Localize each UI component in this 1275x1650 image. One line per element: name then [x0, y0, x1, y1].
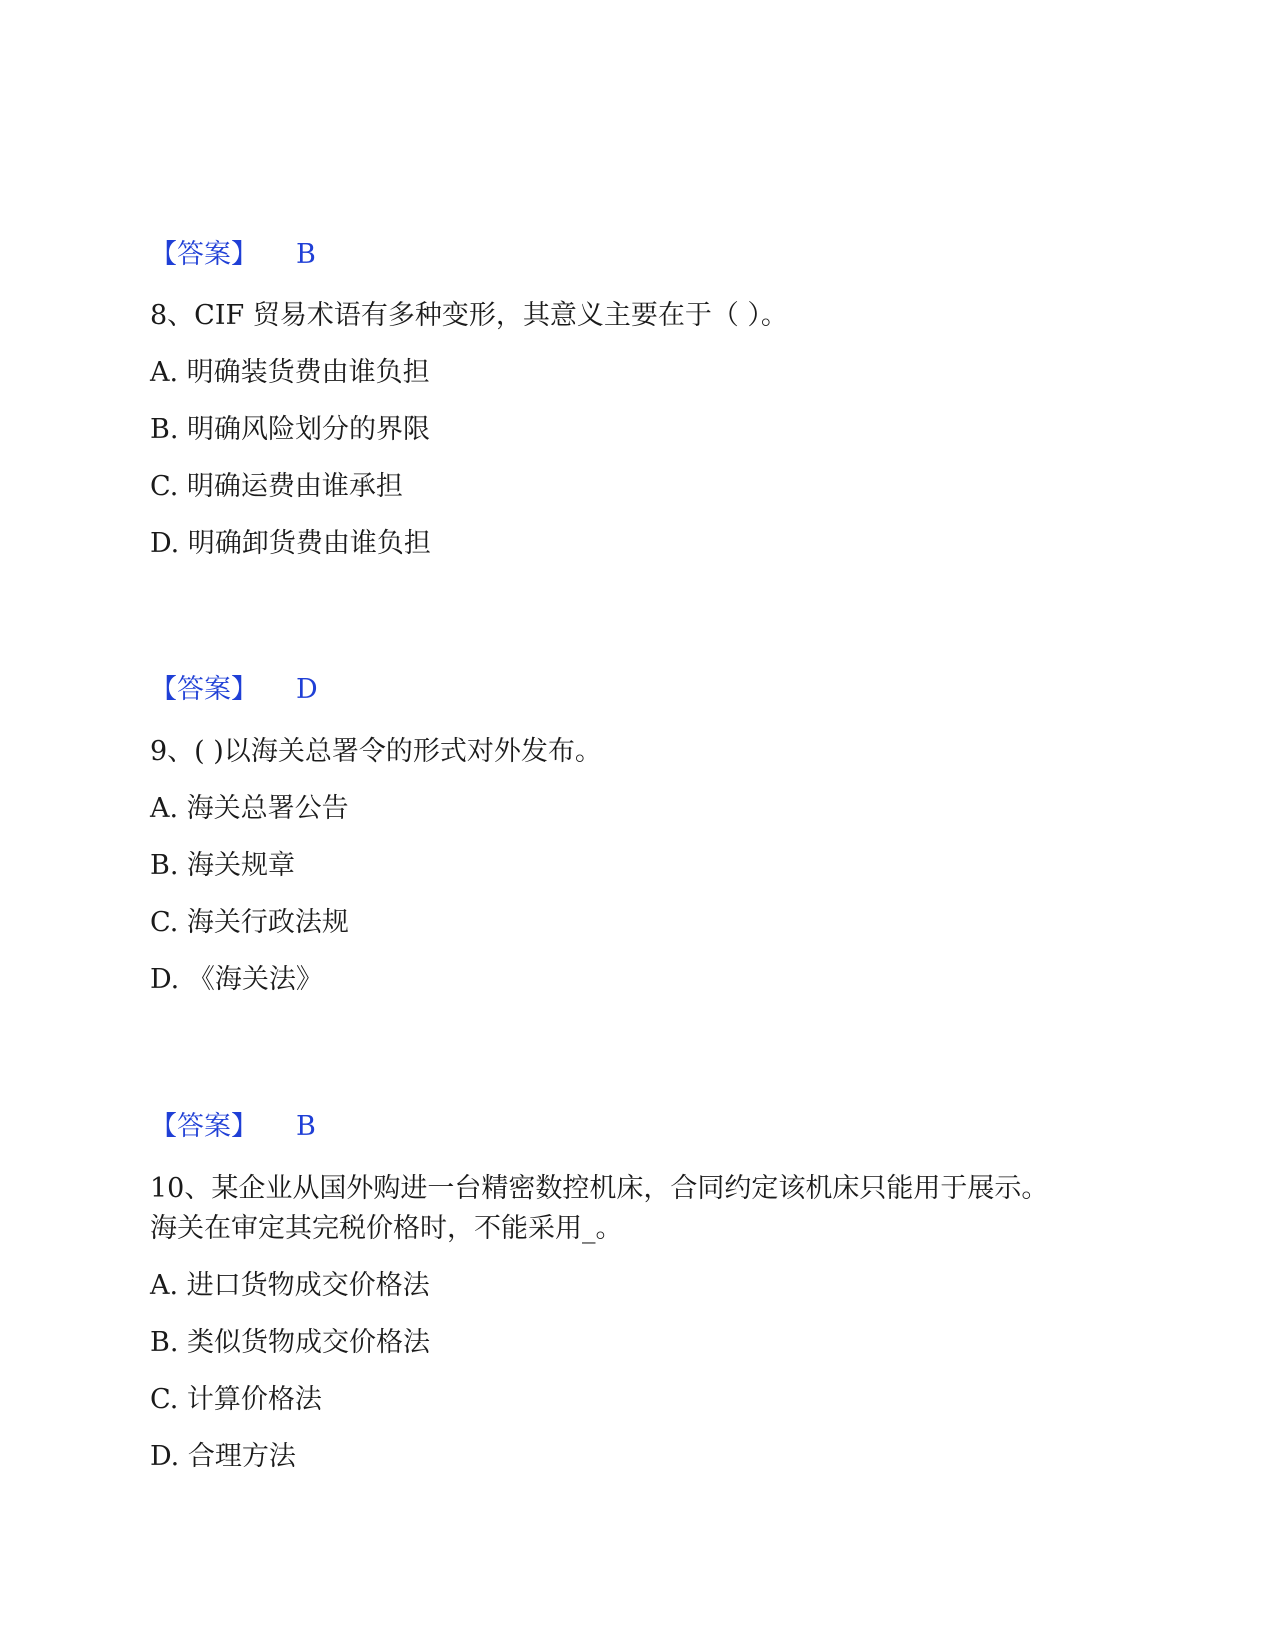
answer-value: B [296, 1111, 316, 1142]
option-c: C. 明确运费由谁承担 [150, 471, 403, 502]
option-a: A. 进口货物成交价格法 [150, 1270, 430, 1301]
option-b: B. 明确风险划分的界限 [150, 414, 431, 445]
question-stem: 9、( )以海关总署令的形式对外发布。 [150, 736, 602, 767]
question-stem-line-2: 海关在审定其完税价格时，不能采用_。 [150, 1213, 623, 1244]
answer-line [150, 670, 318, 710]
answer-tag: 【答案】 [150, 674, 258, 705]
question-stem: 8、CIF 贸易术语有多种变形，其意义主要在于（ ）。 [150, 300, 788, 331]
option-d: D. 合理方法 [150, 1441, 296, 1472]
answer-tag: 【答案】 [150, 1111, 258, 1142]
option-c: C. 计算价格法 [150, 1384, 322, 1415]
answer-line [150, 235, 316, 275]
answer-value: B [296, 239, 316, 270]
option-a: A. 海关总署公告 [150, 793, 349, 824]
option-b: B. 类似货物成交价格法 [150, 1327, 431, 1358]
option-b: B. 海关规章 [150, 850, 296, 881]
option-d: D. 《海关法》 [150, 964, 323, 995]
question-stem-line-1: 10、某企业从国外购进一台精密数控机床，合同约定该机床只能用于展示。 [150, 1173, 1049, 1204]
answer-value: D [296, 674, 318, 705]
option-d: D. 明确卸货费由谁负担 [150, 528, 431, 559]
answer-line [150, 1107, 316, 1147]
option-c: C. 海关行政法规 [150, 907, 349, 938]
answer-tag: 【答案】 [150, 239, 258, 270]
option-a: A. 明确装货费由谁负担 [150, 357, 430, 388]
